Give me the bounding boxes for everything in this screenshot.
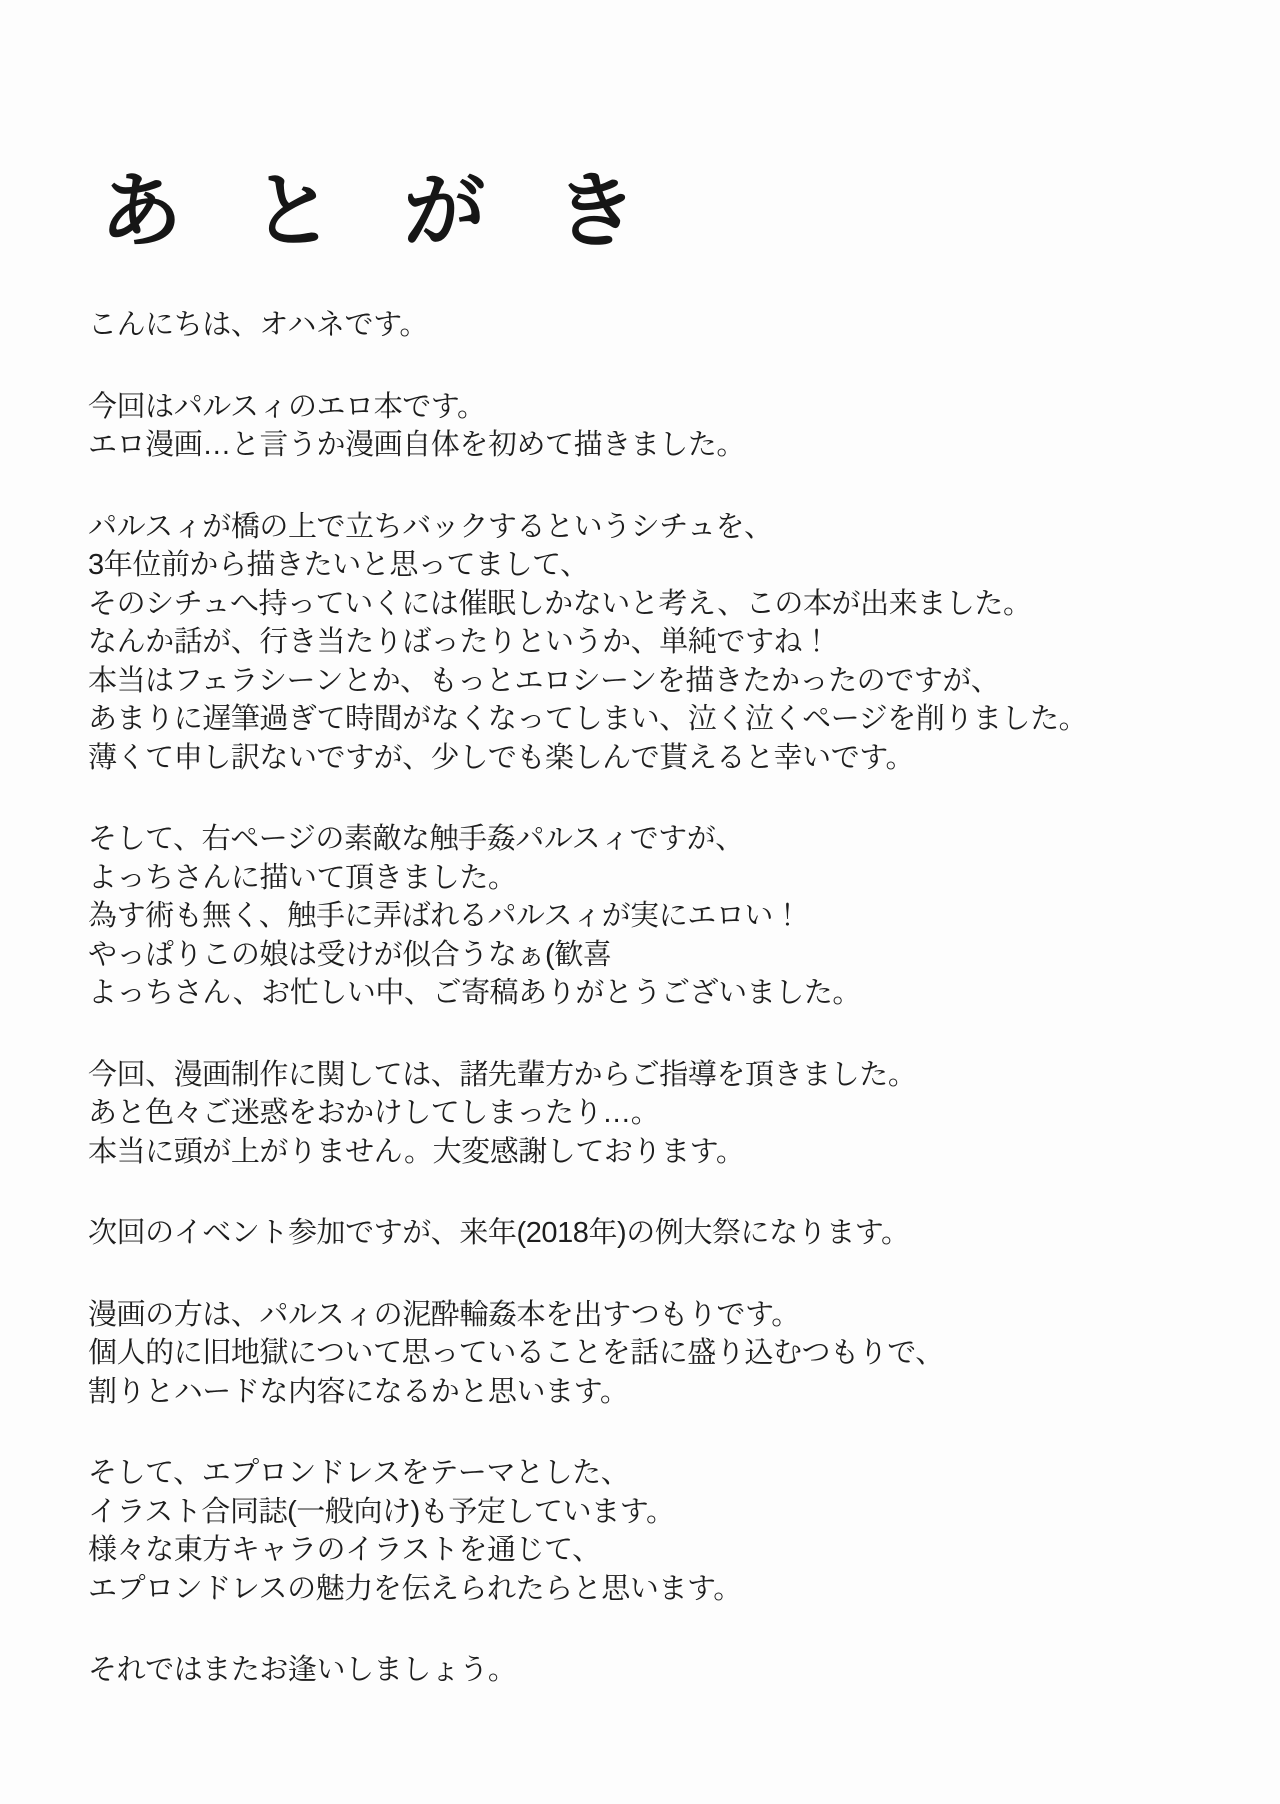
text-line: こんにちは、オハネです。 — [88, 309, 428, 342]
paragraph — [88, 1454, 1210, 1608]
text-line: 為す術も無く、触手に弄ばれるパルスィが実にエロい！ — [88, 900, 802, 933]
text-line: なんか話が、行き当たりばったりというか、単純ですね！ — [88, 626, 831, 659]
text-line: やっぱりこの娘は受けが似合うなぁ(歓喜 — [88, 938, 612, 971]
text-line: 本当に頭が上がりません。大変感謝しております。 — [88, 1135, 745, 1168]
afterword-body — [88, 306, 1210, 1690]
paragraph — [88, 1214, 1210, 1253]
text-line: 本当はフェラシーンとか、もっとエロシーンを描きたかったのですが、 — [88, 664, 1000, 697]
text-line: よっちさん、お忙しい中、ご寄稿ありがとうございました。 — [88, 977, 861, 1010]
text-line: そのシチュへ持っていくには催眠しかないと考え、この本が出来ました。 — [88, 587, 1032, 620]
text-line: そして、右ページの素敵な触手姦パルスィですが、 — [88, 823, 744, 856]
text-line: 割りとハードな内容になるかと思います。 — [88, 1375, 629, 1408]
paragraph — [88, 1056, 1210, 1172]
text-line: 個人的に旧地獄について思っていることを話に盛り込むつもりで、 — [88, 1337, 944, 1370]
text-line: あと色々ご迷惑をおかけしてしまったり…。 — [88, 1097, 660, 1130]
paragraph — [88, 1651, 1210, 1690]
text-line: それではまたお逢いしましょう。 — [88, 1654, 517, 1687]
text-line: よっちさんに描いて頂きました。 — [88, 861, 517, 894]
page-title: あとがき — [100, 163, 707, 259]
paragraph — [88, 820, 1210, 1013]
text-line: 様々な東方キャラのイラストを通じて、 — [88, 1534, 601, 1567]
text-line: 3年位前から描きたいと思ってまして、 — [88, 549, 589, 582]
text-line: イラスト合同誌(一般向け)も予定しています。 — [88, 1495, 675, 1528]
text-line: 次回のイベント参加ですが、来年(2018年)の例大祭になります。 — [88, 1217, 910, 1250]
text-line: あまりに遅筆過ぎて時間がなくなってしまい、泣く泣くページを削りました。 — [88, 703, 1088, 736]
paragraph — [88, 306, 1210, 345]
text-line: エロ漫画…と言うか漫画自体を初めて描きました。 — [88, 429, 745, 462]
text-line: 今回、漫画制作に関しては、諸先輩方からご指導を頂きました。 — [88, 1058, 917, 1091]
text-line: 薄くて申し訳ないですが、少しでも楽しんで貰えると幸いです。 — [88, 741, 915, 774]
text-line: 今回はパルスィのエロ本です。 — [88, 390, 486, 423]
text-line: 漫画の方は、パルスィの泥酔輪姦本を出すつもりです。 — [88, 1298, 800, 1331]
text-line: エプロンドレスの魅力を伝えられたらと思います。 — [88, 1572, 742, 1605]
text-line: パルスィが橋の上で立ちバックするというシチュを、 — [88, 510, 773, 543]
paragraph — [88, 1296, 1210, 1412]
paragraph — [88, 508, 1210, 778]
paragraph — [88, 388, 1210, 465]
text-line: そして、エプロンドレスをテーマとした、 — [88, 1457, 630, 1490]
